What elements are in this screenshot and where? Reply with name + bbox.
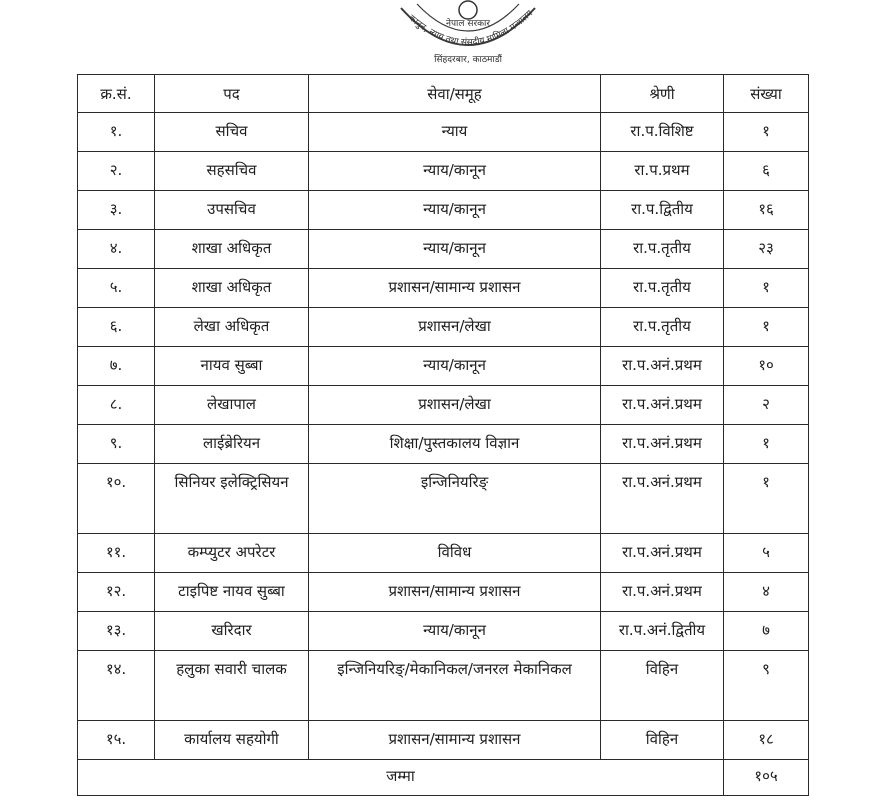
table-header-row [78,75,809,113]
cell-post: लेखापाल [155,386,309,425]
cell-count: २३ [724,230,809,269]
cell-serial: २. [78,152,155,191]
cell-serial: १. [78,113,155,152]
table-row [78,347,809,386]
cell-service: प्रशासन/लेखा [309,386,601,425]
cell-count: १ [724,464,809,534]
cell-service: प्रशासन/लेखा [309,308,601,347]
cell-count: १ [724,113,809,152]
cell-service: न्याय/कानून [309,347,601,386]
header-service-group: सेवा/समूह [309,75,601,113]
table-row [78,269,809,308]
cell-class: रा.प.विशिष्ट [601,113,724,152]
cell-class: रा.प.तृतीय [601,269,724,308]
cell-class: रा.प.अनं.प्रथम [601,534,724,573]
cell-post: सहसचिव [155,152,309,191]
cell-post: टाइपिष्ट नायव सुब्बा [155,573,309,612]
cell-class: रा.प.अनं.प्रथम [601,573,724,612]
total-label: जम्मा [78,760,724,796]
cell-post: उपसचिव [155,191,309,230]
cell-serial: १२. [78,573,155,612]
cell-service: प्रशासन/सामान्य प्रशासन [309,269,601,308]
cell-count: १८ [724,721,809,760]
cell-post: कार्यालय सहयोगी [155,721,309,760]
cell-post: सिनियर इलेक्ट्रिसियन [155,464,309,534]
table-row [78,308,809,347]
cell-service: प्रशासन/सामान्य प्रशासन [309,573,601,612]
cell-service: इन्जिनियरिङ् [309,464,601,534]
seal-text-address: सिंहदरबार, काठमाडौं [434,55,502,65]
seal-emblem [393,0,543,70]
cell-count: १० [724,347,809,386]
cell-post: लाईब्रेरियन [155,425,309,464]
cell-count: ७ [724,612,809,651]
table-row [78,612,809,651]
cell-service: न्याय/कानून [309,612,601,651]
cell-serial: १५. [78,721,155,760]
table-row [78,113,809,152]
cell-serial: १३. [78,612,155,651]
cell-count: १ [724,308,809,347]
cell-serial: ४. [78,230,155,269]
header-count: संख्या [724,75,809,113]
cell-serial: ५. [78,269,155,308]
cell-serial: ६. [78,308,155,347]
cell-serial: ९. [78,425,155,464]
cell-count: १६ [724,191,809,230]
table-row [78,230,809,269]
table-row [78,651,809,721]
cell-serial: ११. [78,534,155,573]
table-row [78,573,809,612]
cell-post: शाखा अधिकृत [155,269,309,308]
cell-count: १ [724,269,809,308]
cell-class: रा.प.अनं.प्रथम [601,425,724,464]
table-total-row [78,760,809,796]
cell-service: न्याय/कानून [309,230,601,269]
cell-count: २ [724,386,809,425]
cell-post: खरिदार [155,612,309,651]
cell-class: रा.प.तृतीय [601,230,724,269]
cell-serial: १४. [78,651,155,721]
table-row [78,721,809,760]
cell-service: शिक्षा/पुस्तकालय विज्ञान [309,425,601,464]
cell-service: प्रशासन/सामान्य प्रशासन [309,721,601,760]
cell-class: रा.प.अनं.प्रथम [601,464,724,534]
table-row [78,534,809,573]
cell-service: विविध [309,534,601,573]
seal-text-ministry: कानुन, न्याय तथा संसदीय मामिला मन्त्रालय [406,8,536,49]
cell-class: रा.प.अनं.प्रथम [601,386,724,425]
cell-service: इन्जिनियरिङ्/मेकानिकल/जनरल मेकानिकल [309,651,601,721]
cell-count: १ [724,425,809,464]
cell-post: हलुका सवारी चालक [155,651,309,721]
cell-class: रा.प.अनं.प्रथम [601,347,724,386]
total-value: १०५ [724,760,809,796]
cell-class: विहिन [601,721,724,760]
cell-serial: ८. [78,386,155,425]
cell-serial: १०. [78,464,155,534]
cell-post: लेखा अधिकृत [155,308,309,347]
cell-class: रा.प.द्वितीय [601,191,724,230]
table-row [78,386,809,425]
header-class: श्रेणी [601,75,724,113]
cell-count: ६ [724,152,809,191]
table-row [78,152,809,191]
cell-class: रा.प.तृतीय [601,308,724,347]
cell-post: सचिव [155,113,309,152]
cell-service: न्याय [309,113,601,152]
cell-post: कम्प्युटर अपरेटर [155,534,309,573]
header-serial-number: क्र.सं. [78,75,155,113]
cell-service: न्याय/कानून [309,152,601,191]
table-row [78,191,809,230]
seal-text-government: नेपाल सरकार [445,19,491,29]
ministry-seal [393,0,543,70]
header-post: पद [155,75,309,113]
cell-class: रा.प.प्रथम [601,152,724,191]
cell-serial: ७. [78,347,155,386]
cell-count: ९ [724,651,809,721]
posts-table [77,74,809,796]
cell-class: रा.प.अनं.द्वितीय [601,612,724,651]
cell-count: ५ [724,534,809,573]
cell-service: न्याय/कानून [309,191,601,230]
cell-class: विहिन [601,651,724,721]
cell-serial: ३. [78,191,155,230]
table-row [78,425,809,464]
cell-count: ४ [724,573,809,612]
cell-post: नायव सुब्बा [155,347,309,386]
table-row [78,464,809,534]
cell-post: शाखा अधिकृत [155,230,309,269]
